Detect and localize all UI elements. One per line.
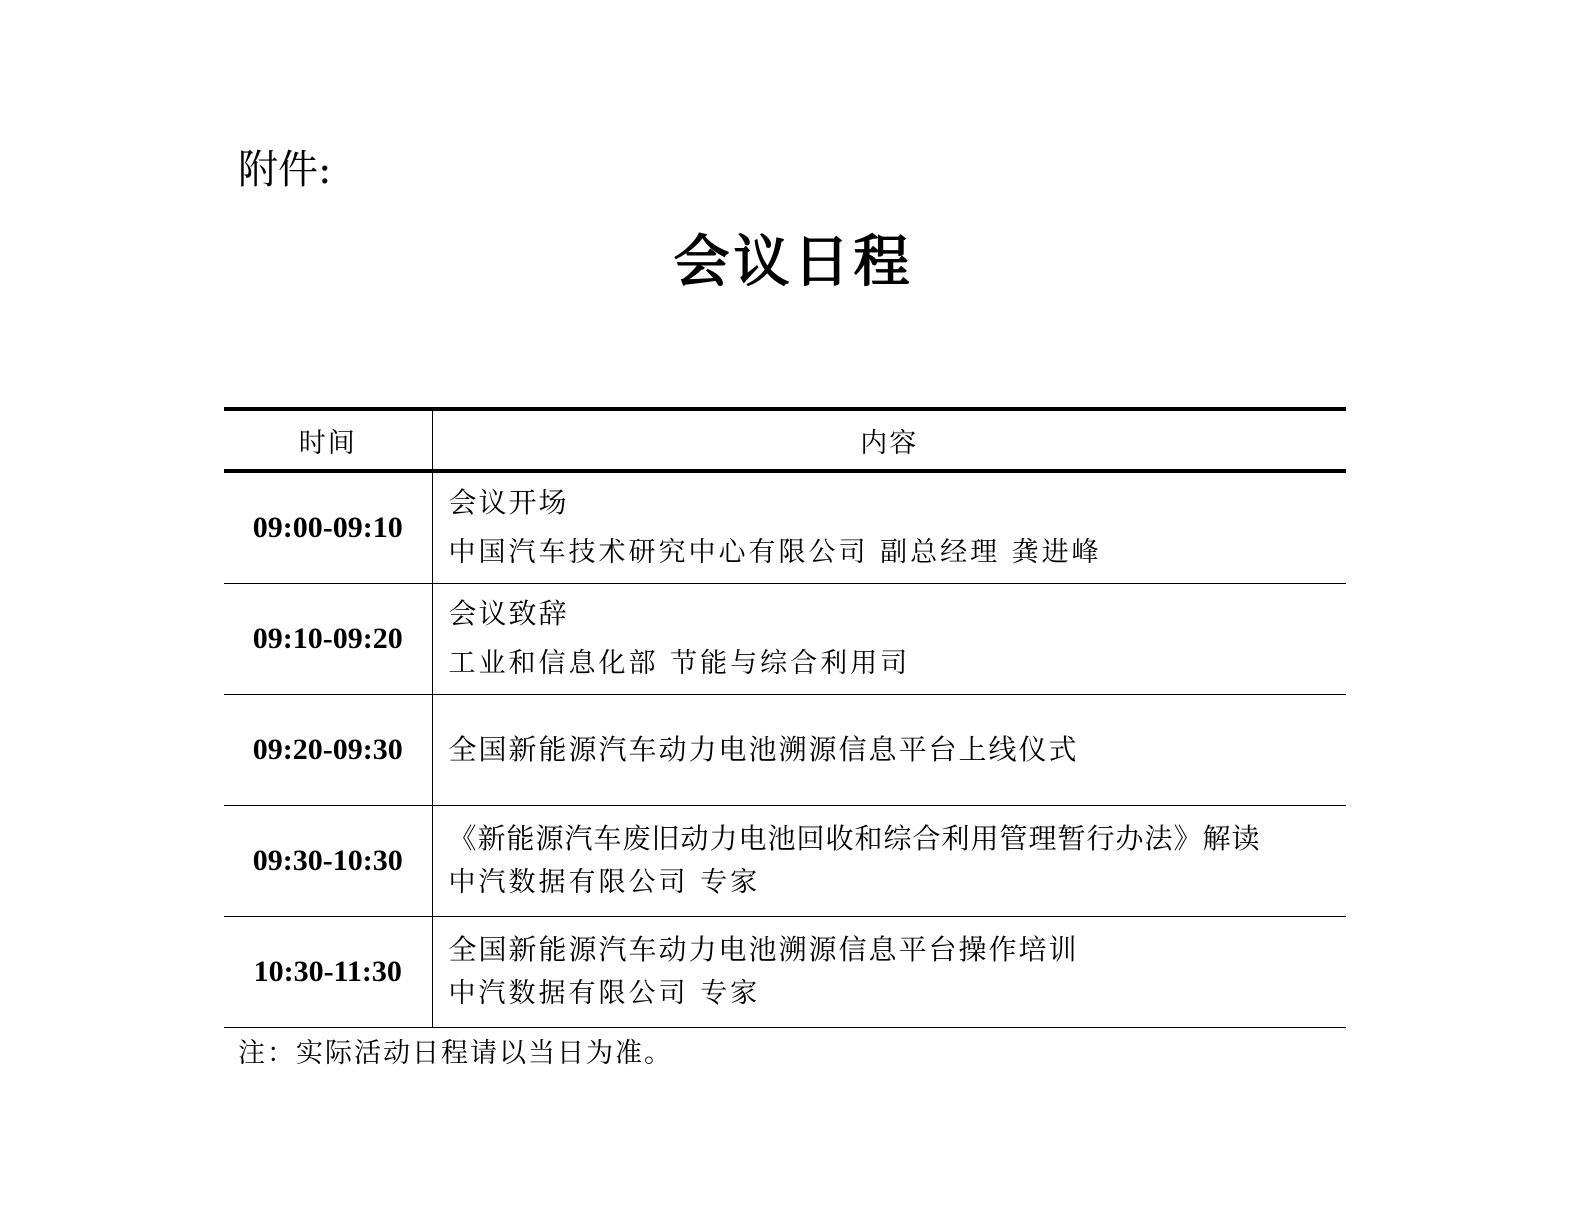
agenda-item-title: 会议致辞 — [448, 597, 569, 630]
content-cell — [432, 806, 1346, 917]
agenda-item-speaker: 中国汽车技术研究中心有限公司 副总经理 龚进峰 — [448, 537, 1102, 568]
content-cell — [432, 584, 1346, 695]
footnote: 注：实际活动日程请以当日为准。 — [238, 1038, 673, 1069]
table-row — [224, 917, 1346, 1028]
content-cell — [432, 917, 1346, 1028]
agenda-item-title: 《新能源汽车废旧动力电池回收和综合利用管理暂行办法》解读 — [448, 822, 1261, 855]
agenda-item-title: 会议开场 — [448, 486, 569, 519]
agenda-item-speaker: 中汽数据有限公司 专家 — [448, 978, 761, 1009]
attachment-label: 附件: — [238, 147, 332, 193]
agenda-item-speaker: 工业和信息化部 节能与综合利用司 — [448, 648, 911, 679]
time-cell: 09:00-09:10 — [224, 471, 432, 584]
agenda-item-title: 全国新能源汽车动力电池溯源信息平台操作培训 — [448, 933, 1079, 966]
content-cell — [432, 471, 1346, 584]
table-row — [224, 695, 1346, 806]
table-header-row — [224, 409, 1346, 471]
time-cell: 09:30-10:30 — [224, 806, 432, 917]
time-cell: 10:30-11:30 — [224, 917, 432, 1028]
table-row — [224, 806, 1346, 917]
time-cell: 09:10-09:20 — [224, 584, 432, 695]
time-cell: 09:20-09:30 — [224, 695, 432, 806]
schedule-table — [224, 407, 1346, 1028]
content-column-header: 内容 — [432, 409, 1346, 471]
agenda-item-title: 全国新能源汽车动力电池溯源信息平台上线仪式 — [448, 733, 1079, 766]
time-column-header: 时间 — [224, 409, 432, 471]
table-row — [224, 471, 1346, 584]
table-row — [224, 584, 1346, 695]
agenda-item-speaker: 中汽数据有限公司 专家 — [448, 867, 761, 898]
content-cell — [432, 695, 1346, 806]
page-title: 会议日程 — [673, 230, 914, 295]
